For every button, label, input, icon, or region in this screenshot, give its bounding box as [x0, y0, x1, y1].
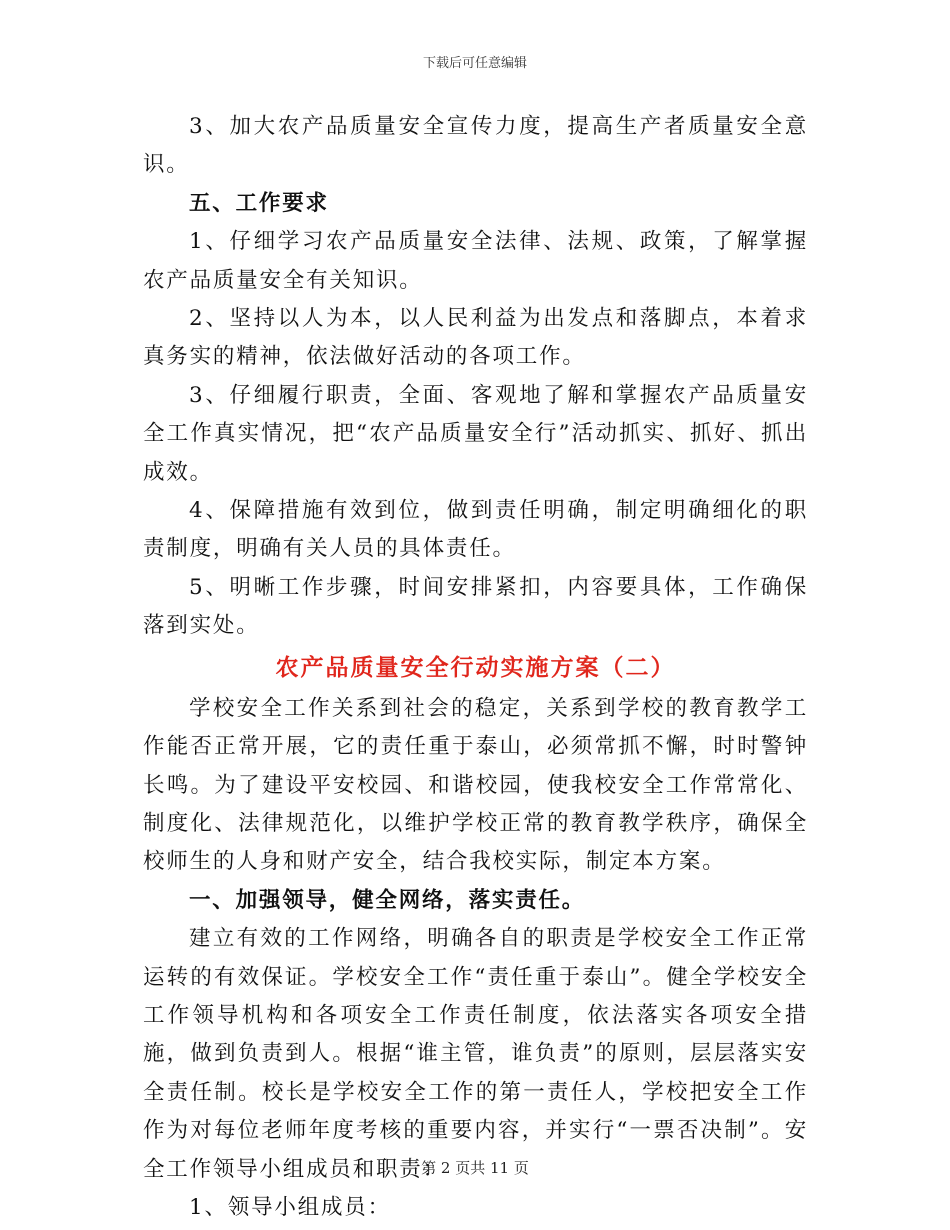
requirement-item-1: 1、仔细学习农产品质量安全法律、法规、政策，了解掌握农产品质量安全有关知识。	[143, 229, 808, 293]
intro-paragraph: 学校安全工作关系到社会的稳定，关系到学校的教育教学工作能否正常开展，它的责任重于泰山，必须常抓不懈，时时警钟长鸣。为了建设平安校园、和谐校园，使我校安全工作常常化、制度化、法律规范化，以维护学校正常的教育教学秩序，确保全校师生的人身和财产安全，结合我校实际，制定本方案。	[143, 695, 808, 875]
requirement-item-5: 5、明晰工作步骤，时间安排紧扣，内容要具体，工作确保落到实处。	[143, 574, 808, 639]
section-heading-leadership: 一、加强领导，健全网络，落实责任。	[189, 887, 586, 913]
document-body	[143, 108, 808, 1227]
leadership-paragraph: 建立有效的工作网络，明确各自的职责是学校安全工作正常运转的有效保证。学校安全工作“责任重于泰山”。健全学校安全工作领导机构和各项安全工作责任制度，依法落实各项安全措施，做到负责到人。根据“谁主管，谁负责”的原则，层层落实安全责任制。校长是学校安全工作的第一责任人，学校把安全工作作为对每位老师年度考核的重要内容，并实行“一票否决制”。安全工作领导小组成员和职责：	[143, 926, 808, 1182]
page-header: 下载后可任意编辑	[422, 56, 527, 71]
page-footer: 第 2 页共 11 页	[421, 1159, 529, 1177]
section-heading-work-requirements: 五、工作要求	[189, 190, 329, 216]
requirement-item-3: 3、仔细履行职责，全面、客观地了解和掌握农产品质量安全工作真实情况，把“农产品质量安全行”活动抓实、抓好、抓出成效。	[143, 382, 808, 485]
paragraph-item-3: 3、加大农产品质量安全宣传力度，提高生产者质量安全意识。	[143, 114, 808, 178]
document-title: 农产品质量安全行动实施方案（二）	[275, 653, 676, 681]
leadership-members-item: 1、领导小组成员：	[189, 1194, 391, 1220]
requirement-item-4: 4、保障措施有效到位，做到责任明确，制定明确细化的职责制度，明确有关人员的具体责任。	[143, 498, 808, 562]
requirement-item-2: 2、坚持以人为本，以人民利益为出发点和落脚点，本着求真务实的精神，依法做好活动的各项工作。	[143, 306, 808, 370]
